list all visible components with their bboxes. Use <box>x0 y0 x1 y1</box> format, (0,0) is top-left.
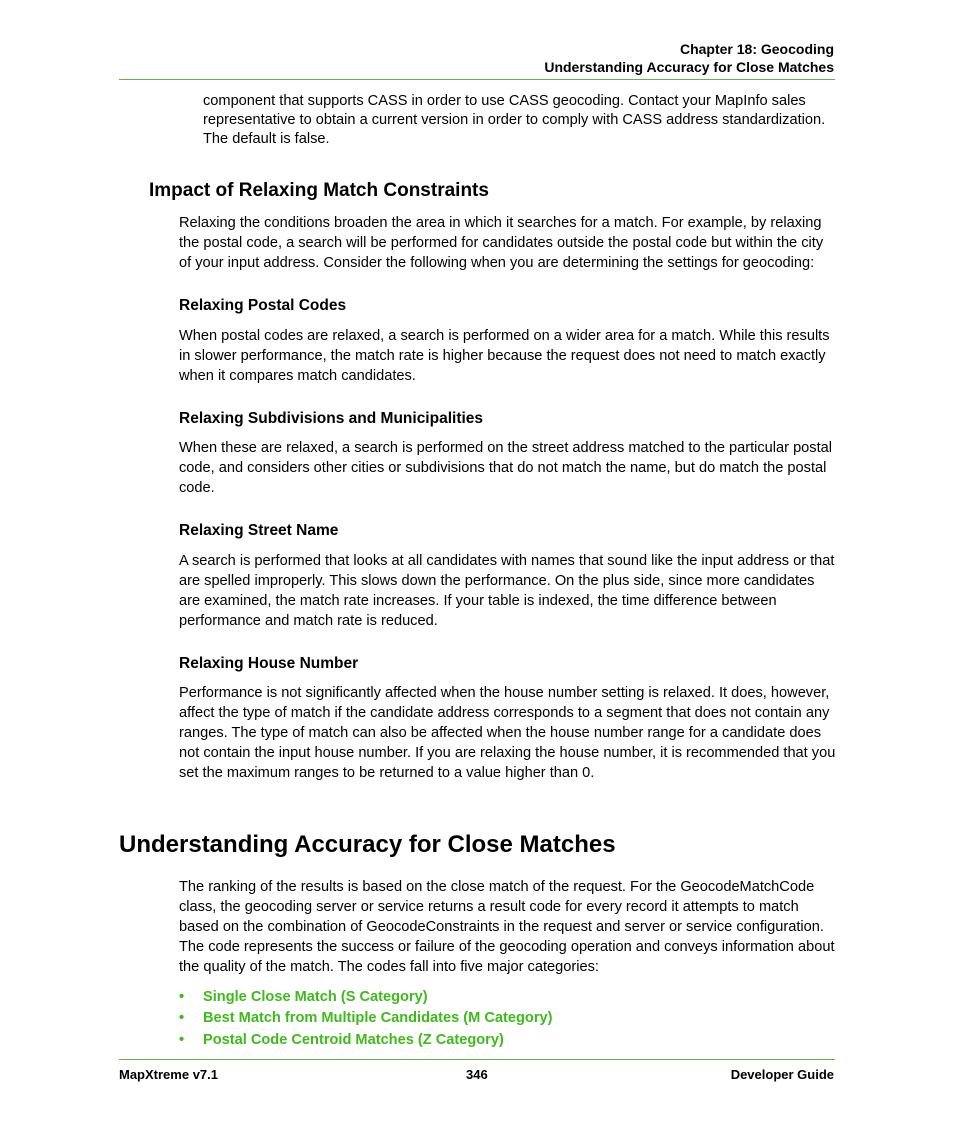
footer-rule <box>119 1059 835 1060</box>
accuracy-body: The ranking of the results is based on the close match of the request. For the GeocodeMatchCode class, the geocoding server or service returns a result code for every record it attempts to match based on the combination of GeocodeConstraints in the request and server or service configuration. The code represents the success or failure of the geocoding operation and conveys information about the quality of the match. The codes fall into five major categories: <box>179 879 835 975</box>
header-chapter: Chapter 18: Geocoding <box>679 41 834 57</box>
footer-page-number: 346 <box>466 1067 488 1082</box>
impact-heading: Impact of Relaxing Match Constraints <box>149 180 489 201</box>
bullet-link-single-close-match[interactable]: Single Close Match (S Category) <box>203 989 428 1005</box>
subdivisions-body: When these are relaxed, a search is performed on the street address matched to the particular postal code, and considers other cities or subdivisions that do not match the name, but do match the postal code. <box>179 440 833 496</box>
bullet-marker: • <box>179 1010 185 1026</box>
postal-heading: Relaxing Postal Codes <box>179 297 347 314</box>
impact-body: Relaxing the conditions broaden the area in which it searches for a match. For example, by relaxing the postal code, a search will be performed for candidates outside the postal code but within the city of your input address. Consider the following when you are determining the settings for geocoding: <box>179 215 824 271</box>
street-heading: Relaxing Street Name <box>179 522 339 539</box>
footer-guide: Developer Guide <box>730 1067 834 1082</box>
bullet-marker: • <box>179 989 185 1005</box>
bullet-link-postal-centroid[interactable]: Postal Code Centroid Matches (Z Category) <box>203 1032 504 1048</box>
subdivisions-heading: Relaxing Subdivisions and Municipalities <box>179 410 484 427</box>
bullet-item[interactable] <box>179 1030 504 1050</box>
bullet-item[interactable] <box>179 1008 552 1028</box>
footer-product: MapXtreme v7.1 <box>119 1067 218 1082</box>
header-rule <box>119 79 835 80</box>
bullet-link-best-match[interactable]: Best Match from Multiple Candidates (M Category) <box>203 1010 553 1026</box>
house-heading: Relaxing House Number <box>179 655 359 672</box>
accuracy-heading: Understanding Accuracy for Close Matches <box>119 831 616 858</box>
postal-body: When postal codes are relaxed, a search is performed on a wider area for a match. While this results in slower performance, the match rate is higher because the request does not need to match exactly when it compares match candidates. <box>179 328 830 384</box>
street-body: A search is performed that looks at all candidates with names that sound like the input address or that are spelled improperly. This slows down the performance. On the plus side, since more candidates are examined, the match rate increases. If your table is indexed, the time difference between performance and match rate is reduced. <box>179 553 835 629</box>
header-section: Understanding Accuracy for Close Matches <box>544 59 834 75</box>
bullet-item[interactable] <box>179 987 428 1007</box>
house-body: Performance is not significantly affected when the house number setting is relaxed. It does, however, affect the type of match if the candidate address corresponds to a segment that does not contain any ranges. The type of match can also be affected when the house number range for a candidate does not contain the input house number. If you are relaxing the house number, it is recommended that you set the maximum ranges to be returned to a value higher than 0. <box>179 685 836 781</box>
bullet-marker: • <box>179 1032 185 1048</box>
intro-paragraph: component that supports CASS in order to use CASS geocoding. Contact your MapInfo sales representative to obtain a current version in order to comply with CASS address standardization. The default is false. <box>203 93 826 147</box>
